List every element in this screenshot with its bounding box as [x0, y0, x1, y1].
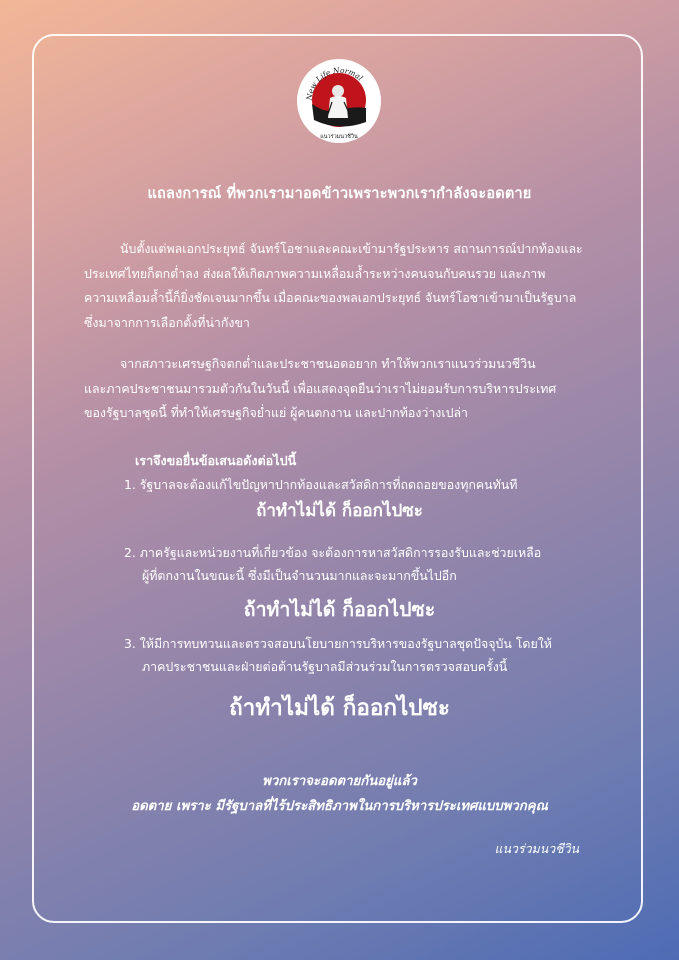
demand-item-2 — [124, 541, 541, 587]
paragraph-intro — [84, 237, 604, 335]
demand-text: 1. รัฐบาลจะต้องแก้ไขปัญหาปากท้องและสวัสดิการที่ถดถอยของทุกคนทันที — [124, 477, 518, 492]
paragraph-line: จากสภาวะเศรษฐกิจตกต่ำและประชาชนอดอยาก ทำให้พวกเราแนวร่วมนวชีวิน — [120, 356, 536, 371]
logo-emblem-icon — [296, 58, 382, 144]
paragraph-line: ประเทศไทยก็ตกต่ำลง ส่งผลให้เกิดภาพความเหลื่อมล้ำระหว่างคนจนกับคนรวย และภาพ — [84, 265, 546, 281]
paragraph-line: ความเหลื่อมล้ำนี้ก็ยิ่งชัดเจนมากขึ้น เมื่อคณะของพลเอกประยุทธ์ จันทร์โอชาเข้ามาเป็นรัฐบาล — [84, 290, 577, 305]
statement-title: แถลงการณ์ ที่พวกเรามาอดข้าวเพราะพวกเรากำลังจะอดตาย — [147, 186, 532, 202]
logo-arc-text: New Life Normal — [304, 65, 365, 101]
demands-heading: เราจึงขอยื่นข้อเสนอดังต่อไปนี้ — [135, 453, 297, 468]
paragraph-line: ซึ่งมาจากการเลือกตั้งที่น่ากังขา — [84, 314, 250, 330]
demand-slogan-1: ถ้าทำไม่ได้ ก็ออกไปซะ — [256, 501, 423, 521]
closing-line-1: พวกเราจะอดตายกันอยู่แล้ว — [262, 774, 417, 789]
demand-text: ผู้ที่ตกงานในขณะนี้ ซึ่งมีเป็นจำนวนมากและจะมากขึ้นไปอีก — [142, 568, 457, 583]
demand-text: 3. ให้มีการทบทวนและตรวจสอบนโยบายการบริหารของรัฐบาลชุดปัจจุบัน โดยให้ — [124, 636, 552, 651]
paragraph-line: นับตั้งแต่พลเอกประยุทธ์ จันทร์โอชาและคณะเข้ามารัฐประหาร สถานการณ์ปากท้องและ — [120, 241, 583, 256]
demand-item-1 — [124, 473, 517, 496]
logo-bottom-text: แนวร่วมนวชีวิน — [320, 134, 358, 140]
paragraph-line: ของรัฐบาลชุดนี้ ที่ทำให้เศรษฐกิจย่ำแย่ ผู้คนตกงาน และปากท้องว่างเปล่า — [84, 405, 468, 420]
signature: แนวร่วมนวชีวิน — [494, 841, 579, 856]
demand-item-3 — [124, 632, 552, 678]
demand-text: ภาคประชาชนและฝ่ายต่อต้านรัฐบาลมีส่วนร่วมในการตรวจสอบครั้งนี้ — [142, 659, 508, 674]
organization-logo — [296, 58, 382, 144]
paragraph-stance — [84, 352, 604, 426]
demand-slogan-3: ถ้าทำไม่ได้ ก็ออกไปซะ — [229, 695, 450, 721]
demand-text: 2. ภาครัฐและหน่วยงานที่เกี่ยวข้อง จะต้องการหาสวัสดิการรองรับและช่วยเหลือ — [124, 545, 542, 560]
demand-slogan-2: ถ้าทำไม่ได้ ก็ออกไปซะ — [243, 598, 436, 621]
paragraph-line: และภาคประชาชนมารวมตัวกันในวันนี้ เพื่อแสดงจุดยืนว่าเราไม่ยอมรับการบริหารประเทศ — [84, 380, 557, 396]
closing-line-2: อดตาย เพราะ มีรัฐบาลที่ไร้ประสิทธิภาพในการบริหารประเทศแบบพวกคุณ — [131, 799, 548, 814]
